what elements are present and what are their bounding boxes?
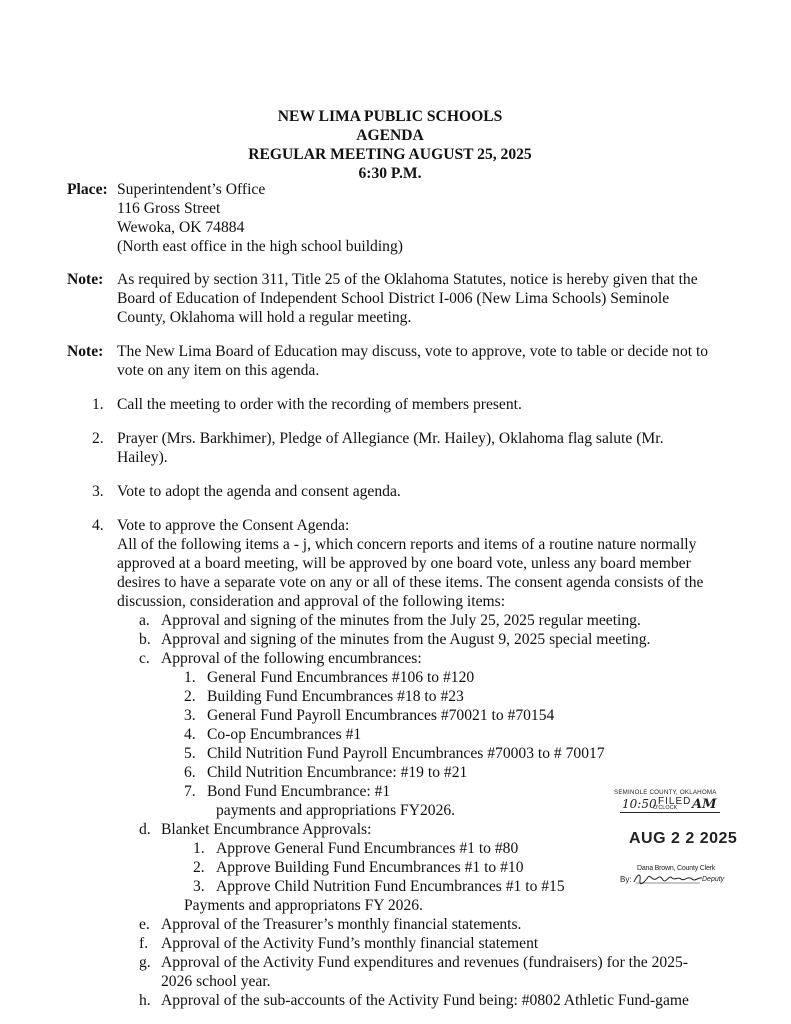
encumbrance-trailer: payments and appropriations FY2026. (216, 802, 456, 819)
meeting-date: REGULAR MEETING AUGUST 25, 2025 (248, 146, 532, 163)
agenda-item-text: Vote to adopt the agenda and consent agenda. (117, 483, 401, 500)
school-name: NEW LIMA PUBLIC SCHOOLS (277, 108, 503, 125)
blanket-text: Approve Child Nutrition Fund Encumbrances #1 to #15 (216, 878, 565, 895)
encumbrance-number: 2. (184, 688, 196, 705)
encumbrance-text: General Fund Payroll Encumbrances #70021 to #70154 (207, 707, 555, 724)
place-line: Superintendent’s Office (117, 181, 266, 198)
stamp-date: AUG 2 2 2025 (629, 830, 738, 847)
note-label: Note: (67, 271, 104, 288)
agenda-item-text: Prayer (Mrs. Barkhimer), Pledge of Allegiance (Mr. Hailey), Oklahoma flag salute (Mr. (117, 430, 664, 447)
blanket-number: 2. (193, 859, 205, 876)
filed-stamp (612, 788, 742, 898)
stamp-time: 10:50 (622, 797, 657, 811)
note-line: County, Oklahoma will hold a regular meeting. (117, 309, 412, 326)
stamp-underline (620, 812, 720, 813)
agenda-item-text: Call the meeting to order with the recording of members present. (117, 396, 522, 413)
blanket-text: Approve Building Fund Encumbrances #1 to #10 (216, 859, 524, 876)
note-label: Note: (67, 343, 104, 360)
encumbrance-number: 6. (184, 764, 196, 781)
encumbrance-number: 7. (184, 783, 196, 800)
encumbrance-number: 1. (184, 669, 196, 686)
sub-item-letter: d. (139, 821, 151, 838)
sub-item-letter: g. (139, 954, 151, 971)
note-line: vote on any item on this agenda. (117, 362, 320, 379)
meeting-time: 6:30 P.M. (358, 165, 422, 182)
agenda-item-text: Hailey). (117, 449, 168, 466)
note-line: As required by section 311, Title 25 of the Oklahoma Statutes, notice is hereby given that the (117, 271, 698, 288)
encumbrance-text: Building Fund Encumbrances #18 to #23 (207, 688, 464, 705)
sub-item-letter: e. (139, 916, 150, 933)
stamp-deputy: Deputy (702, 876, 725, 883)
encumbrance-text: Bond Fund Encumbrance: #1 (207, 783, 391, 800)
agenda-item-text: Vote to approve the Consent Agenda: (117, 517, 350, 534)
agenda-item-text: All of the following items a - j, which concern reports and items of a routine nature normally (117, 536, 697, 553)
blanket-number: 1. (193, 840, 205, 857)
sub-item-letter: h. (139, 992, 151, 1009)
place-line: 116 Gross Street (117, 200, 221, 217)
place-label: Place: (67, 181, 108, 198)
encumbrance-number: 3. (184, 707, 196, 724)
agenda-item-number: 4. (92, 517, 104, 534)
note-line: Board of Education of Independent School District I-006 (New Lima Schools) Seminole (117, 290, 670, 307)
sub-item-letter: f. (139, 935, 149, 952)
agenda-item-number: 1. (92, 396, 104, 413)
sub-item-letter: a. (139, 612, 150, 629)
deputy-signature-icon (632, 871, 704, 885)
sub-item-letter: c. (139, 650, 150, 667)
stamp-clerk: Dana Brown, County Clerk (637, 865, 716, 872)
note-line: The New Lima Board of Education may discuss, vote to approve, vote to table or decide not to (117, 343, 709, 360)
sub-item-text: Blanket Encumbrance Approvals: (161, 821, 372, 838)
blanket-text: Approve General Fund Encumbrances #1 to #80 (216, 840, 519, 857)
document-title: AGENDA (356, 127, 424, 144)
agenda-item-text: desires to have a separate vote on any or all of these items. The consent agenda consists of the (117, 574, 704, 591)
encumbrance-number: 4. (184, 726, 196, 743)
agenda-item-text: approved at a board meeting, will be approved by one board vote, unless any board member (117, 555, 691, 572)
sub-item-text: Approval and signing of the minutes from the August 9, 2025 special meeting. (161, 631, 651, 648)
blanket-trailer: Payments and appropriatons FY 2026. (184, 897, 423, 914)
agenda-item-number: 3. (92, 483, 104, 500)
sub-item-text: 2026 school year. (161, 973, 271, 990)
sub-item-text: Approval of the sub-accounts of the Activity Fund being: #0802 Athletic Fund-game (161, 992, 689, 1009)
encumbrance-text: General Fund Encumbrances #106 to #120 (207, 669, 475, 686)
place-line: (North east office in the high school building) (117, 238, 403, 255)
stamp-by: By: (620, 875, 632, 884)
sub-item-text: Approval and signing of the minutes from the July 25, 2025 regular meeting. (161, 612, 641, 629)
place-line: Wewoka, OK 74884 (117, 219, 245, 236)
encumbrance-number: 5. (184, 745, 196, 762)
encumbrance-text: Child Nutrition Encumbrance: #19 to #21 (207, 764, 468, 781)
encumbrance-text: Co-op Encumbrances #1 (207, 726, 362, 743)
agenda-item-number: 2. (92, 430, 104, 447)
sub-item-text: Approval of the Treasurer’s monthly financial statements. (161, 916, 522, 933)
encumbrance-text: Child Nutrition Fund Payroll Encumbrances #70003 to # 70017 (207, 745, 605, 762)
sub-item-text: Approval of the Activity Fund’s monthly financial statement (161, 935, 539, 952)
stamp-ampm: AM (692, 797, 717, 812)
stamp-county: SEMINOLE COUNTY, OKLAHOMA (614, 789, 717, 796)
sub-item-text: Approval of the Activity Fund expenditures and revenues (fundraisers) for the 2025- (161, 954, 689, 971)
sub-item-text: Approval of the following encumbrances: (161, 650, 422, 667)
agenda-item-text: discussion, consideration and approval of the following items: (117, 593, 506, 610)
blanket-number: 3. (193, 878, 205, 895)
stamp-oclock: O'CLOCK (653, 805, 678, 811)
sub-item-letter: b. (139, 631, 151, 648)
stamp-filed: FILED (658, 796, 692, 807)
